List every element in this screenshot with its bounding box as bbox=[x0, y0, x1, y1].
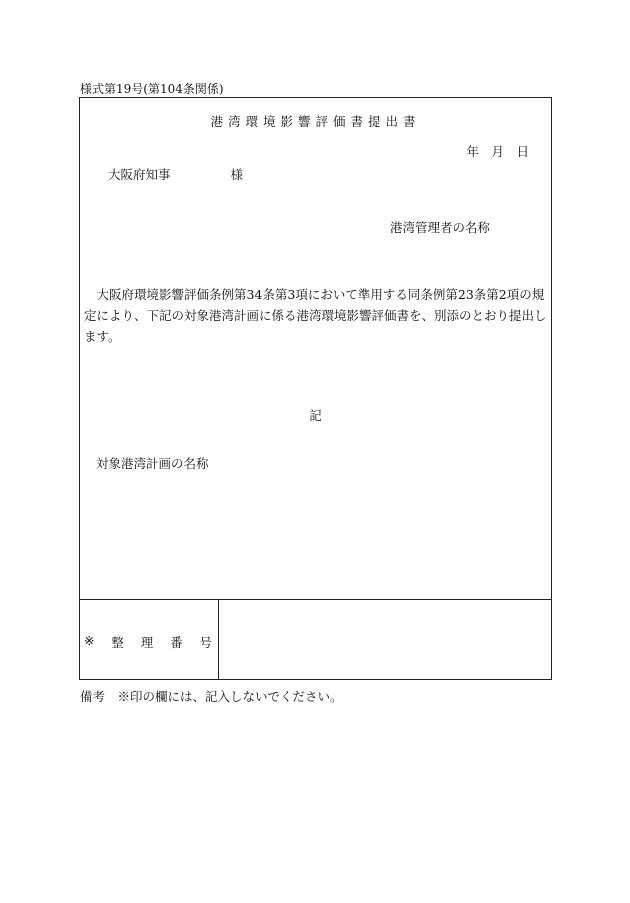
remarks-note: 備考 ※印の欄には、記入しないでください。 bbox=[80, 689, 343, 704]
plan-name-label: 対象港湾計画の名称 bbox=[96, 456, 209, 471]
addressee bbox=[108, 165, 243, 183]
reference-number-label bbox=[84, 633, 212, 651]
reference-number-row bbox=[80, 599, 551, 680]
port-manager-name-label: 港湾管理者の名称 bbox=[390, 220, 491, 235]
addressee-name: 大阪府知事 bbox=[108, 167, 171, 182]
label-char: 理 bbox=[140, 635, 154, 650]
asterisk-mark: ※ bbox=[84, 633, 95, 648]
honorific: 様 bbox=[230, 167, 244, 182]
date-line: 年 月 日 bbox=[466, 144, 529, 159]
document-title: 港湾環境影響評価書提出書 bbox=[210, 114, 421, 129]
ki-heading: 記 bbox=[309, 408, 322, 423]
label-char: 整 bbox=[111, 635, 124, 650]
label-char: 番 bbox=[170, 635, 183, 650]
label-char: 号 bbox=[199, 635, 212, 650]
form-number-label: 様式第19号(第104条関係) bbox=[80, 82, 224, 96]
body-text: 大阪府環境影響評価条例第34条第3項において準用する同条例第23条第2項の規定により、下記の対象港湾計画に係る港湾環境影響評価書を、別添のとおり提出します。 bbox=[84, 287, 547, 344]
form-frame bbox=[79, 97, 552, 680]
reference-number-label-cell bbox=[80, 600, 219, 680]
